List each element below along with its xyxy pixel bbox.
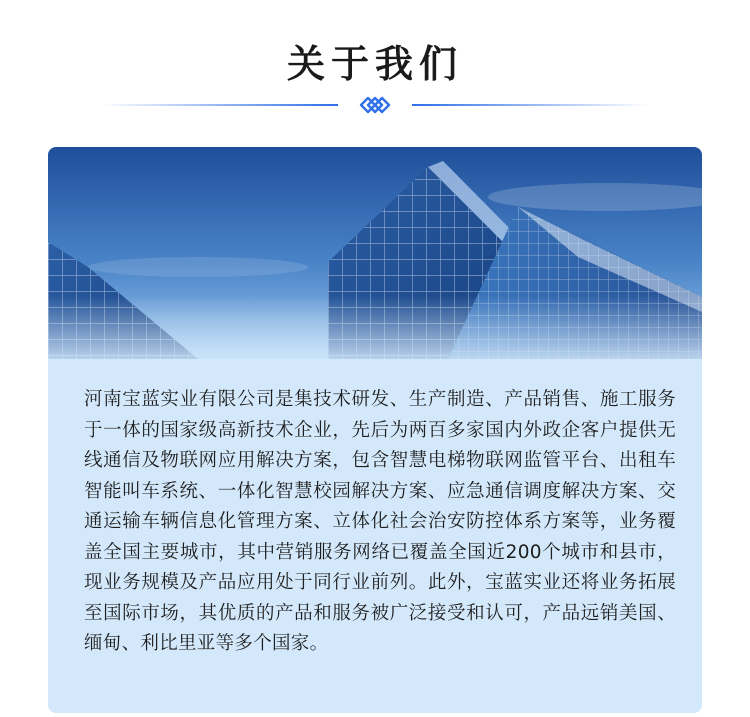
title-divider [100, 94, 650, 116]
chevron-diamond-icon [361, 98, 389, 112]
divider-line-right [412, 104, 650, 106]
about-card [48, 147, 702, 713]
company-description: 河南宝蓝实业有限公司是集技术研发、生产制造、产品销售、施工服务于一体的国家级高新技术企业，先后为两百多家国内外政企客户提供无线通信及物联网应用解决方案，包含智慧电梯物联网监管平台、出租车智能叫车系统、一体化智慧校园解决方案、应急通信调度解决方案、交通运输车辆信息化管理方案、立体化社会治安防控体系方案等，业务覆盖全国主要城市，其中营销服务网络已覆盖全国近200个城市和县市，现业务规模及产品应用处于同行业前列。此外，宝蓝实业还将业务拓展至国际市场，其优质的产品和服务被广泛接受和认可，产品远销美国、缅甸、利比里亚等多个国家。 [84, 389, 676, 654]
divider-line-left [100, 104, 338, 106]
section-title: 关于我们 [286, 42, 463, 86]
hero-image [48, 147, 702, 359]
